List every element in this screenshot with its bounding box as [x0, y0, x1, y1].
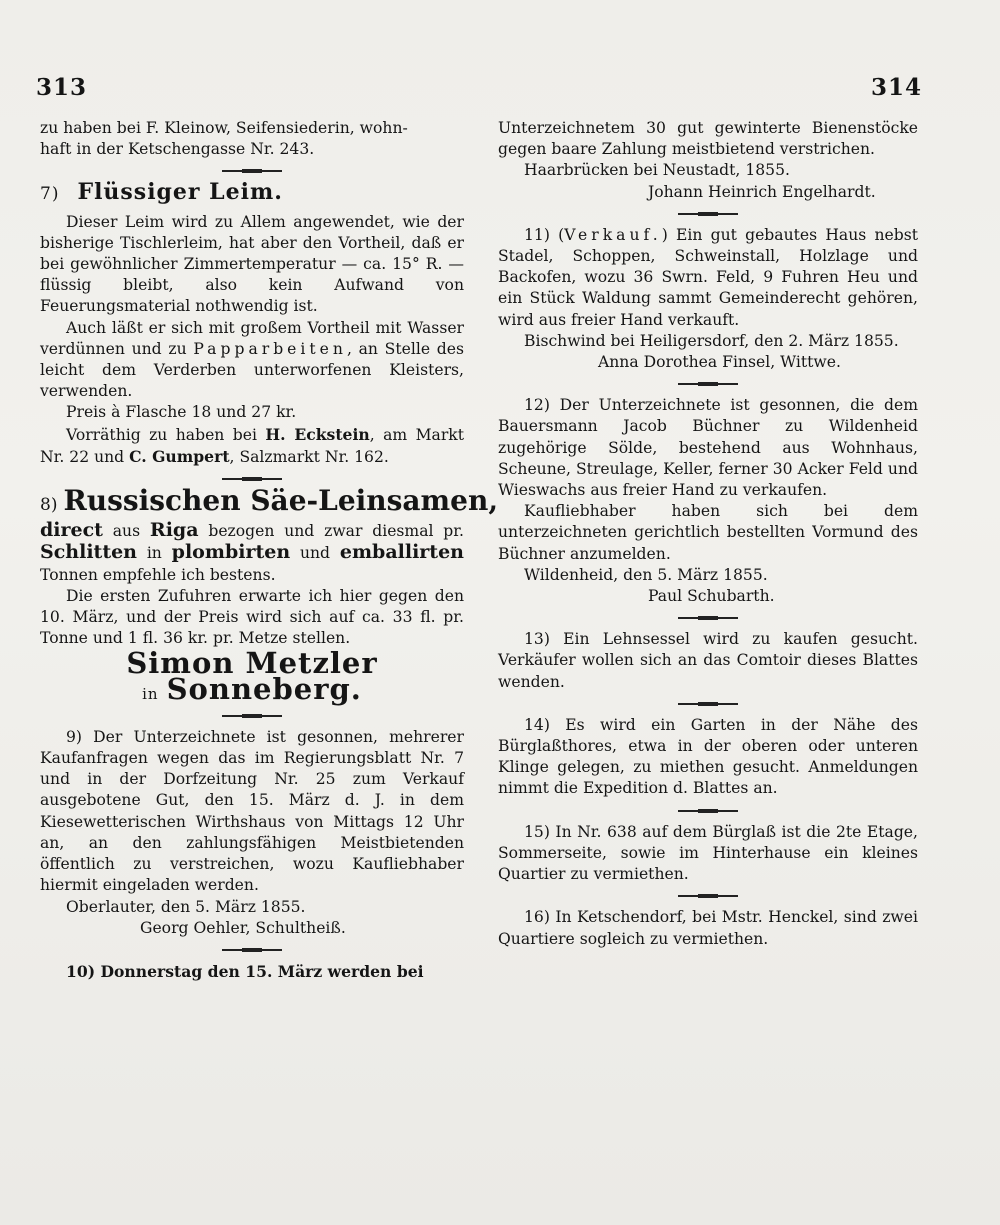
ad-item-11: 11) (Verkauf.) Ein gut gebautes Haus nebst Stadel, Schoppen, Schweinstall, Holzlage und Backofen, wozu 36 Swrn. Feld, 9 Fuhren Heu und ein Stück Waldung sammt Gemeinderecht gehören, wird aus freier Hand verkauft.	[498, 225, 918, 329]
ad-item-9: 9) Der Unterzeichnete ist gesonnen, mehrerer Kaufanfragen wegen das im Regierungsblatt Nr. 7 und in der Dorfzeitung Nr. 25 zum Verkauf ausgebotene Gut, den 15. März d. J. in dem Kiesewetterischen Wirthshaus von Mittags 12 Uhr an, an den zahlungsfähigen Meistbietenden öffentlich zu verstreichen, wozu Kaufliebhaber hiermit eingeladen werden.	[40, 727, 464, 895]
ad-date: Haarbrücken bei Neustadt, 1855.	[524, 161, 790, 180]
intro-line: zu haben bei F. Kleinow, Seifensiederin, wohn-	[40, 119, 408, 137]
ad-heading-leinsamen	[40, 484, 499, 518]
ad-number: 8)	[40, 495, 58, 516]
ad-item-13: 13) Ein Lehnsessel wird zu kaufen gesucht. Verkäufer wollen sich an das Comtoir dieses Blattes wenden.	[498, 630, 918, 691]
separator	[222, 170, 282, 172]
ad-paragraph: Die ersten Zufuhren erwarte ich hier gegen den 10. März, und der Preis wird sich auf ca. 33 fl. pr. Tonne und 1 fl. 36 kr. pr. Metze stellen.	[40, 586, 464, 648]
separator	[222, 715, 282, 717]
ad-signature: Johann Heinrich Engelhardt.	[648, 182, 876, 201]
ad-signature: Georg Oehler, Schultheiß.	[140, 918, 346, 937]
bleed-through-text	[100, 76, 430, 92]
ad-date: Bischwind bei Heiligersdorf, den 2. März 1855.	[524, 331, 899, 350]
ad-availability: Vorräthig zu haben bei H. Eckstein, am Markt Nr. 22 und C. Gumpert, Salzmarkt Nr. 162.	[40, 424, 464, 466]
ad-heading-leim	[40, 179, 464, 206]
ad-item-16: 16) In Ketschendorf, bei Mstr. Henckel, sind zwei Quartiere sogleich zu vermiethen.	[498, 908, 918, 948]
advertiser-city: in Sonneberg.	[142, 671, 362, 706]
ad-paragraph: Auch läßt er sich mit großem Vortheil mit Wasser verdünnen und zu Papparbeiten, an Stelle des leicht dem Verderben unterworfenen Kleisters, verwenden.	[40, 318, 465, 401]
separator	[678, 617, 738, 619]
left-column	[40, 118, 499, 982]
continuation-text: Unterzeichnetem 30 gut gewinterte Bienenstöcke gegen baare Zahlung meistbietend verstrichen.	[498, 119, 918, 159]
separator	[222, 478, 282, 480]
ad-item-14: 14) Es wird ein Garten in der Nähe des Bürglaßthores, etwa in der oberen oder unteren Klinge gelegen, zu miethen gesucht. Anmeldungen nimmt die Expedition d. Blattes an.	[498, 715, 918, 798]
ad-number: 7)	[40, 184, 60, 205]
advertiser-name: Simon Metzler	[126, 646, 378, 681]
ad-title: Flüssiger Leim.	[77, 179, 283, 206]
right-page-number: 314	[870, 74, 922, 101]
ad-signature: Paul Schubarth.	[648, 587, 775, 606]
left-page-number: 313	[36, 74, 88, 101]
separator	[678, 895, 738, 897]
ad-signature: Anna Dorothea Finsel, Wittwe.	[598, 353, 841, 372]
ad-item-12: 12) Der Unterzeichnete ist gesonnen, die dem Bauersmann Jacob Büchner zu Wildenheid zugehörige Sölde, bestehend aus Wohnhaus, Scheune, Streulage, Keller, ferner 30 Acker Feld und Wieswachs aus freier Hand zu verkaufen.	[498, 396, 918, 500]
ad-paragraph: Kaufliebhaber haben sich bei dem unterzeichneten gerichtlich bestellten Vormund des Büchner anzumelden.	[498, 502, 918, 563]
separator	[678, 703, 738, 705]
intro-line: haft in der Ketschengasse Nr. 243.	[40, 140, 315, 159]
ad-title: Russischen Säe-Leinsamen,	[63, 484, 499, 518]
separator	[678, 810, 738, 812]
ad-price: Preis à Flasche 18 und 27 kr.	[66, 403, 297, 422]
ad-item-15: 15) In Nr. 638 auf dem Bürglaß ist die 2te Etage, Sommerseite, sowie im Hinterhause ein kleines Quartier zu vermiethen.	[498, 822, 918, 884]
right-column	[498, 118, 918, 950]
ad-paragraph: direct aus Riga bezogen und zwar diesmal pr. Schlitten in plombirten und emballirten Tonnen empfehle ich bestens.	[40, 519, 464, 584]
separator	[678, 383, 738, 385]
ad-paragraph: Dieser Leim wird zu Allem angewendet, wie der bisherige Tischlerleim, hat aber den Vortheil, daß er bei gewöhnlicher Zimmertemperatur — ca. 15° R. — flüssig bleibt, also kein Aufwand von Feuerungsmaterial nothwendig ist.	[40, 212, 464, 316]
separator	[678, 213, 738, 215]
separator	[222, 949, 282, 951]
ad-date: Wildenheid, den 5. März 1855.	[524, 565, 768, 584]
ad-item-10: 10) Donnerstag den 15. März werden bei	[66, 961, 424, 981]
ad-date: Oberlauter, den 5. März 1855.	[66, 897, 306, 916]
